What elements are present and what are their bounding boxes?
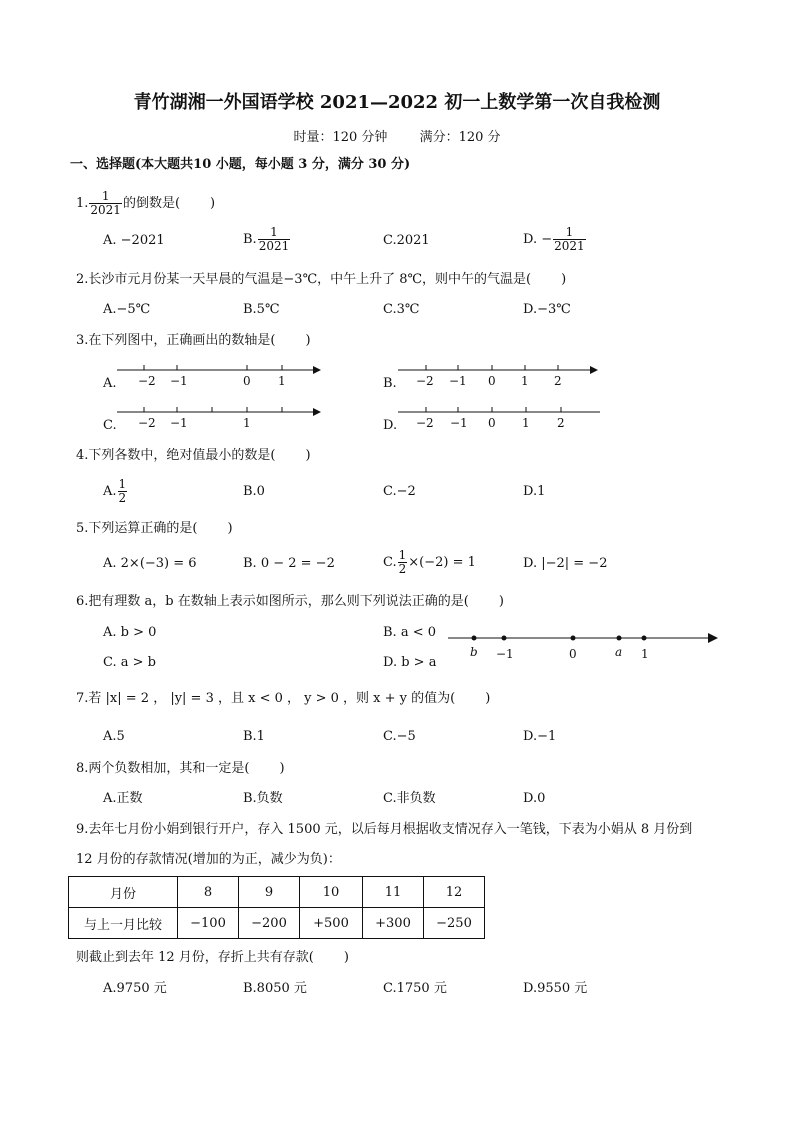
savings-table bbox=[68, 876, 485, 939]
question-4-stem: 4.下列各数中，绝对值最小的数是( ) bbox=[76, 448, 311, 463]
q9-option-a[interactable]: A.9750 元 bbox=[103, 981, 167, 996]
table-cell: 11 bbox=[363, 877, 424, 908]
question-9-line-1: 9.去年七月份小娟到银行开户，存入 1500 元，以后每月根据收支情况存入一笔钱，下表为小娟从 8 月份到 bbox=[76, 822, 693, 837]
q1-option-b[interactable]: B. $\frac{1}{2021}$ bbox=[243, 225, 290, 253]
table-cell: −250 bbox=[424, 908, 485, 939]
question-9-prompt: 则截止到去年 12 月份，存折上共有存款( ) bbox=[76, 950, 349, 965]
fraction: $\frac{1}{2021}$ bbox=[90, 189, 121, 217]
point-b-label: b bbox=[470, 645, 478, 659]
table-header-row bbox=[69, 877, 485, 908]
question-number: 1. bbox=[76, 196, 89, 211]
q1-option-d[interactable]: D. − $\frac{1}{2021}$ bbox=[523, 225, 585, 253]
q9-option-c[interactable]: C.1750 元 bbox=[383, 981, 447, 996]
tick-label: −1 bbox=[450, 416, 468, 430]
q2-option-a[interactable]: A.−5℃ bbox=[103, 302, 151, 317]
tick-label: 0 bbox=[488, 416, 496, 430]
q3-number-line-d bbox=[396, 404, 606, 434]
table-row bbox=[69, 908, 485, 939]
q9-option-d[interactable]: D.9550 元 bbox=[523, 981, 588, 996]
table-cell: +300 bbox=[363, 908, 424, 939]
q6-number-line bbox=[446, 630, 726, 664]
table-cell: 与上一月比较 bbox=[69, 908, 178, 939]
q6-option-d[interactable]: D. b > a bbox=[383, 655, 437, 670]
tick-label: −2 bbox=[416, 374, 434, 388]
tick-label: 0 bbox=[569, 647, 577, 661]
table-cell: 月份 bbox=[69, 877, 178, 908]
q2-option-c[interactable]: C.3℃ bbox=[383, 302, 420, 317]
q8-option-c[interactable]: C.非负数 bbox=[383, 791, 436, 806]
q3-option-b[interactable]: B. bbox=[383, 376, 397, 391]
q7-option-a[interactable]: A.5 bbox=[103, 729, 125, 744]
table-cell: −100 bbox=[178, 908, 239, 939]
tick-label: −2 bbox=[416, 416, 434, 430]
question-6-stem: 6.把有理数 a，b 在数轴上表示如图所示，那么则下列说法正确的是( ) bbox=[76, 594, 504, 609]
q2-option-b[interactable]: B.5℃ bbox=[243, 302, 280, 317]
question-2-stem: 2.长沙市元月份某一天早晨的气温是−3℃，中午上升了 8℃，则中午的气温是( ) bbox=[76, 272, 567, 287]
q8-option-b[interactable]: B.负数 bbox=[243, 791, 283, 806]
table-cell: +500 bbox=[300, 908, 363, 939]
tick-label: 1 bbox=[641, 647, 649, 661]
q8-option-a[interactable]: A.正数 bbox=[103, 791, 143, 806]
q4-option-a[interactable]: A. $\frac{1}{2}$ bbox=[103, 477, 127, 505]
q2-option-d[interactable]: D.−3℃ bbox=[523, 302, 571, 317]
point-a-label: a bbox=[615, 645, 623, 659]
table-cell: 9 bbox=[239, 877, 300, 908]
q5-option-a[interactable]: A. 2×(−3) = 6 bbox=[103, 556, 197, 571]
tick-label: −1 bbox=[170, 374, 188, 388]
table-cell: 12 bbox=[424, 877, 485, 908]
q6-option-a[interactable]: A. b > 0 bbox=[103, 625, 157, 640]
tick-label: 1 bbox=[278, 374, 286, 388]
q5-option-b[interactable]: B. 0 − 2 = −2 bbox=[243, 556, 335, 571]
q1-option-a[interactable]: A. −2021 bbox=[103, 233, 165, 248]
q4-option-d[interactable]: D.1 bbox=[523, 484, 546, 499]
q3-number-line-b bbox=[396, 362, 606, 392]
q6-option-b[interactable]: B. a < 0 bbox=[383, 625, 436, 640]
tick-label: −1 bbox=[170, 416, 188, 430]
question-7-stem: 7.若 |x| = 2 ， |y| = 3 ，且 x < 0 ， y > 0 ，则 x + y 的值为( ) bbox=[76, 691, 491, 706]
q7-option-c[interactable]: C.−5 bbox=[383, 729, 416, 744]
tick-label: 1 bbox=[521, 374, 529, 388]
q3-option-c[interactable]: C. bbox=[103, 418, 117, 433]
q7-option-d[interactable]: D.−1 bbox=[523, 729, 557, 744]
tick-label: 0 bbox=[488, 374, 496, 388]
tick-label: −1 bbox=[449, 374, 467, 388]
tick-label: 0 bbox=[243, 374, 251, 388]
tick-label: −1 bbox=[496, 647, 514, 661]
q3-option-d[interactable]: D. bbox=[383, 418, 398, 433]
question-8-stem: 8.两个负数相加，其和一定是( ) bbox=[76, 761, 285, 776]
q9-option-b[interactable]: B.8050 元 bbox=[243, 981, 307, 996]
q6-option-c[interactable]: C. a > b bbox=[103, 655, 156, 670]
q3-option-a[interactable]: A. bbox=[103, 376, 117, 391]
full-score: 满分：120 分 bbox=[419, 130, 501, 145]
q8-option-d[interactable]: D.0 bbox=[523, 791, 546, 806]
tick-label: 2 bbox=[557, 416, 565, 430]
q3-number-line-a bbox=[115, 362, 325, 392]
tick-label: −2 bbox=[138, 416, 156, 430]
q5-option-c[interactable]: C. $\frac{1}{2}$ ×(−2) = 1 bbox=[383, 548, 476, 576]
tick-label: −2 bbox=[138, 374, 156, 388]
page-title: 青竹湖湘一外国语学校 2021—2022 初一上数学第一次自我检测 bbox=[133, 92, 661, 113]
q7-option-b[interactable]: B.1 bbox=[243, 729, 265, 744]
table-cell: 10 bbox=[300, 877, 363, 908]
q4-option-b[interactable]: B.0 bbox=[243, 484, 265, 499]
exam-info bbox=[0, 126, 794, 145]
tick-label: 1 bbox=[243, 416, 251, 430]
tick-label: 1 bbox=[522, 416, 530, 430]
time-limit: 时量：120 分钟 bbox=[293, 130, 388, 145]
section-heading: 一、选择题(本大题共10 小题，每小题 3 分，满分 30 分) bbox=[70, 157, 411, 172]
table-cell: 8 bbox=[178, 877, 239, 908]
question-3-stem: 3.在下列图中，正确画出的数轴是( ) bbox=[76, 333, 311, 348]
q5-option-d[interactable]: D. |−2| = −2 bbox=[523, 556, 608, 571]
q1-option-c[interactable]: C.2021 bbox=[383, 233, 430, 248]
q3-number-line-c bbox=[115, 404, 325, 434]
tick-label: 2 bbox=[554, 374, 562, 388]
question-1-stem: 1. $\frac{1}{2021}$ 的倒数是( ) bbox=[76, 189, 216, 217]
q4-option-c[interactable]: C.−2 bbox=[383, 484, 416, 499]
table-cell: −200 bbox=[239, 908, 300, 939]
question-9-line-2: 12 月份的存款情况(增加的为正，减少为负)： bbox=[76, 852, 341, 867]
question-5-stem: 5.下列运算正确的是( ) bbox=[76, 521, 233, 536]
